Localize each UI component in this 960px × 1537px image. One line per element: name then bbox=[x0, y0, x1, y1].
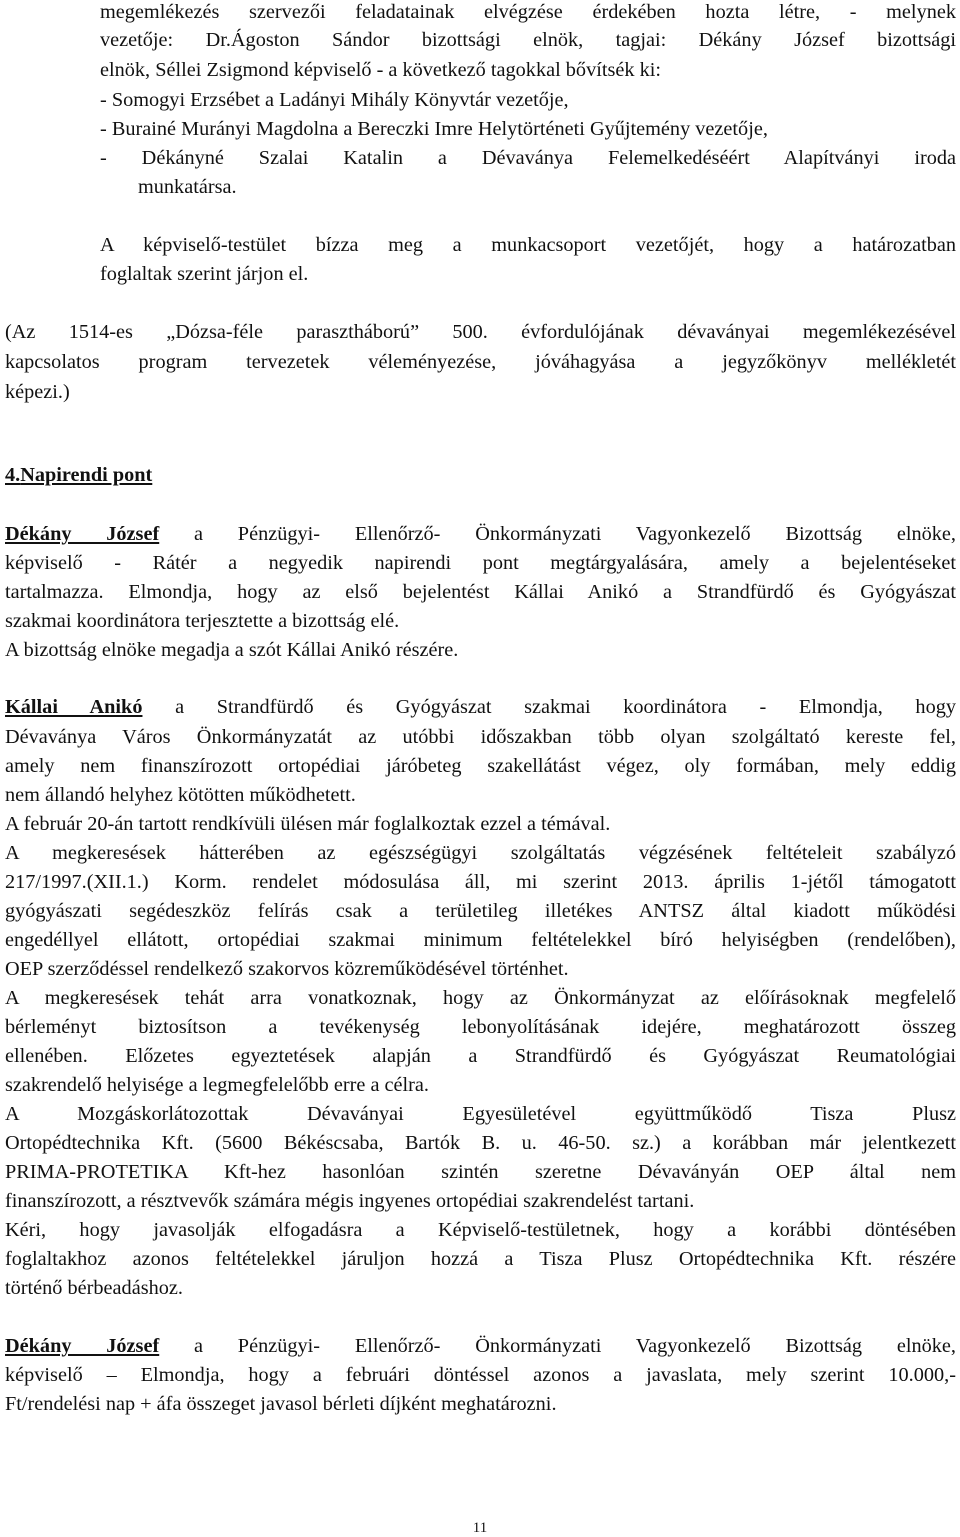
p2-line-5: A február 20-án tartott rendkívüli ülésen már foglalkoztak ezzel a témával. bbox=[5, 813, 611, 835]
p1-line-5: A bizottság elnöke megadja a szót Kállai Anikó részére. bbox=[5, 639, 459, 661]
intro-line-1: megemlékezés szervezői feladatainak elvégzése érdekében hozta létre, - melynek bbox=[100, 1, 956, 23]
member-item-1: - Somogyi Erzsébet a Ladányi Mihály Könyvtár vezetője, bbox=[100, 89, 569, 111]
p2-line-6: A megkeresések hátterében az egészségügyi szolgáltatás végzésének feltételeit szabályzó bbox=[5, 842, 956, 864]
p2-line-13: ellenében. Előzetes egyeztetések alapján a Strandfürdő és Gyógyászat Reumatológiai bbox=[5, 1045, 956, 1067]
p2-line-15: A Mozgáskorlátozottak Dévaványai Egyesületével együttműködő Tisza Plusz bbox=[5, 1103, 956, 1125]
p2-line-7: 217/1997.(XII.1.) Korm. rendelet módosulása áll, mi szerint 2013. április 1-jétől támogatott bbox=[5, 871, 956, 893]
p2-line-21: történő bérbeadáshoz. bbox=[5, 1277, 183, 1299]
p2-line-14: szakrendelő helyisége a legmegfelelőbb erre a célra. bbox=[5, 1074, 429, 1096]
intro-line-2: vezetője: Dr.Ágoston Sándor bizottsági elnök, tagjai: Dékány József bizottsági bbox=[100, 29, 956, 51]
intro-line-3: elnök, Séllei Zsigmond képviselő - a következő tagokkal bővítsék ki: bbox=[100, 59, 662, 81]
p2-line-20: foglaltakhoz azonos feltételekkel járuljon hozzá a Tisza Plusz Ortopédtechnika Kft. részére bbox=[5, 1248, 956, 1270]
p2-line-9: engedéllyel ellátott, ortopédiai szakmai minimum feltételekkel bíró helyiségben (rendelőben), bbox=[5, 929, 956, 951]
p3-line-2: képviselő – Elmondja, hogy a februári döntéssel azonos a javaslata, mely szerint 10.000,- bbox=[5, 1364, 956, 1386]
speaker-name: Kállai Anikó bbox=[5, 696, 143, 718]
p2-line-11: A megkeresések tehát arra vonatkoznak, hogy az Önkormányzat az előírásoknak megfelelő bbox=[5, 987, 956, 1009]
note-line-3: képezi.) bbox=[5, 381, 70, 403]
p2-line-18: finanszírozott, a résztvevők számára mégis ingyenes ortopédiai szakrendelést tartani. bbox=[5, 1190, 695, 1212]
p1-line-4: szakmai koordinátora terjesztette a bizottság elé. bbox=[5, 610, 400, 632]
section-heading bbox=[5, 463, 152, 487]
p3-line-3: Ft/rendelési nap + áfa összeget javasol bérleti díjként meghatározni. bbox=[5, 1393, 557, 1415]
note-line-2: kapcsolatos program tervezetek véleményezése, jóváhagyása a jegyzőkönyv mellékletét bbox=[5, 351, 956, 373]
page-number: 11 bbox=[472, 1520, 488, 1536]
p3-line-1-text: a Pénzügyi- Ellenőrző- Önkormányzati Vagyonkezelő Bizottság elnöke, bbox=[159, 1335, 956, 1357]
resolution-line-2: foglaltak szerint járjon el. bbox=[100, 263, 309, 285]
p2-line-12: bérleményt biztosítson a tevékenység lebonyolításának idejére, meghatározott összeg bbox=[5, 1016, 956, 1038]
section-number: 4. bbox=[5, 464, 21, 486]
p1-line-1-text: a Pénzügyi- Ellenőrző- Önkormányzati Vagyonkezelő Bizottság elnöke, bbox=[159, 523, 956, 545]
p2-line-1 bbox=[5, 695, 956, 719]
note-line-1: (Az 1514-es „Dózsa-féle parasztháború” 500. évfordulójának dévaványai megemlékezésével bbox=[5, 321, 956, 343]
p1-line-2: képviselő - Rátér a negyedik napirendi pont megtárgyalására, amely a bejelentéseket bbox=[5, 552, 956, 574]
p2-line-1-text: a Strandfürdő és Gyógyászat szakmai koordinátora - Elmondja, hogy bbox=[142, 696, 956, 718]
p2-line-16: Ortopédtechnika Kft. (5600 Békéscsaba, Bartók B. u. 46-50. sz.) a korábban már jelentkezett bbox=[5, 1132, 956, 1154]
p2-line-17: PRIMA-PROTETIKA Kft-hez hasonlóan szintén szeretne Dévaványán OEP által nem bbox=[5, 1161, 956, 1183]
section-title: Napirendi pont bbox=[20, 464, 153, 486]
resolution-line-1: A képviselő-testület bízza meg a munkacsoport vezetőjét, hogy a határozatban bbox=[100, 234, 956, 256]
p2-line-10: OEP szerződéssel rendelkező szakorvos közreműködésével történhet. bbox=[5, 958, 569, 980]
p2-line-3: amely nem finanszírozott ortopédiai járóbeteg szakellátást végez, oly formában, mely eddig bbox=[5, 755, 956, 777]
p3-line-1 bbox=[5, 1334, 956, 1358]
member-item-3: - Dékányné Szalai Katalin a Dévaványa Felemelkedéséért Alapítványi iroda bbox=[100, 147, 956, 169]
member-item-3-cont: munkatársa. bbox=[138, 176, 237, 198]
member-item-2: - Burainé Murányi Magdolna a Bereczki Imre Helytörténeti Gyűjtemény vezetője, bbox=[100, 118, 768, 140]
p2-line-8: gyógyászati segédeszköz felírás csak a területileg illetékes ANTSZ által kiadott működési bbox=[5, 900, 956, 922]
p2-line-2: Dévaványa Város Önkormányzatát az utóbbi időszakban több olyan szolgáltató kereste fel, bbox=[5, 726, 956, 748]
p1-line-3: tartalmazza. Elmondja, hogy az első bejelentést Kállai Anikó a Strandfürdő és Gyógyászat bbox=[5, 581, 956, 603]
p1-line-1 bbox=[5, 522, 956, 546]
speaker-name: Dékány József bbox=[5, 1335, 160, 1357]
speaker-name: Dékány József bbox=[5, 523, 160, 545]
p2-line-4: nem állandó helyhez kötötten működhetett. bbox=[5, 784, 356, 806]
p2-line-19: Kéri, hogy javasolják elfogadásra a Képviselő-testületnek, hogy a korábbi döntésében bbox=[5, 1219, 956, 1241]
